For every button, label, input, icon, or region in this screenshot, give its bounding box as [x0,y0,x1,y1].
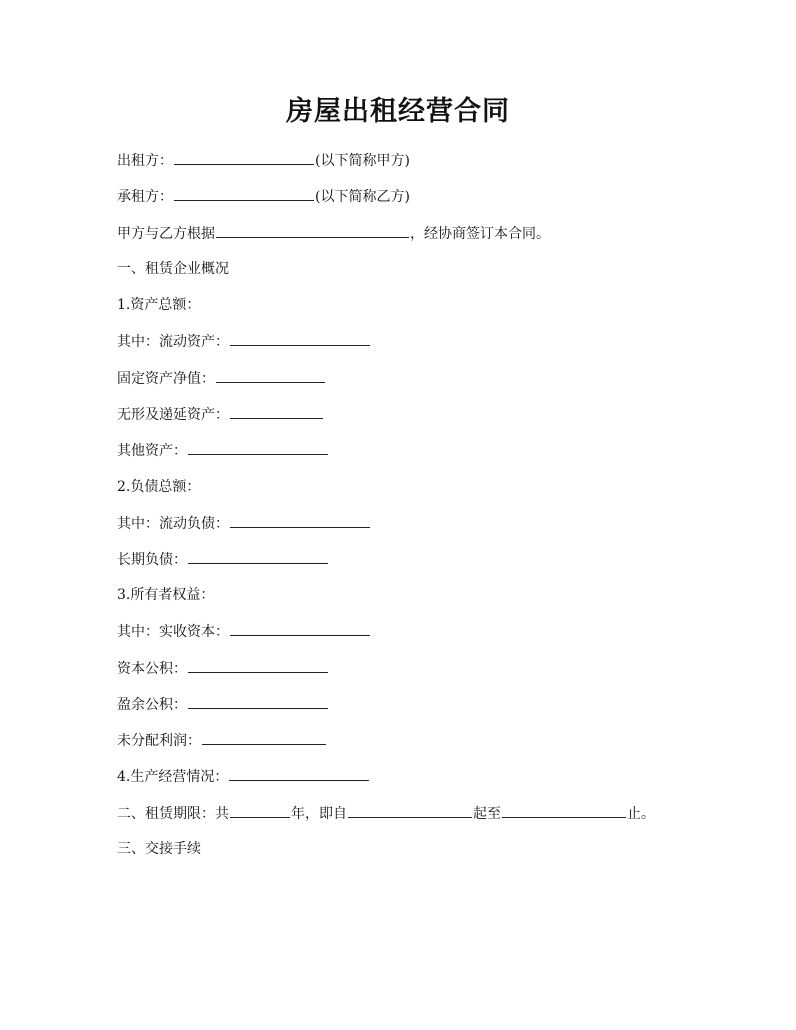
lease-term-end-text: 止。 [627,806,655,822]
lessor-line [117,149,410,171]
operations-line [117,765,370,787]
paid-in-capital-blank[interactable] [230,620,370,636]
lease-term-from-text: 起至 [473,806,501,822]
other-assets-blank[interactable] [188,439,328,455]
paid-in-capital-label: 其中：实收资本： [117,624,229,640]
lessor-suffix: (以下简称甲方) [315,153,410,169]
long-term-liabilities-label: 长期负债： [117,552,187,568]
fixed-assets-blank[interactable] [216,367,325,383]
capital-reserve-line [117,657,329,679]
undistributed-profit-label: 未分配利润： [117,733,201,749]
current-liabilities-line [117,512,371,534]
lessee-blank[interactable] [174,185,314,201]
lessor-label: 出租方： [117,153,173,169]
current-assets-label: 其中：流动资产： [117,334,229,350]
surplus-reserve-line [117,693,329,715]
intangible-assets-label: 无形及递延资产： [117,407,229,423]
intangible-assets-blank[interactable] [230,403,323,419]
lease-term-label: 二、租赁期限：共 [117,806,229,822]
capital-reserve-blank[interactable] [188,657,328,673]
lessee-line [117,185,410,207]
basis-line [117,222,550,244]
long-term-liabilities-line [117,548,329,570]
current-assets-blank[interactable] [230,330,370,346]
basis-suffix: ，经协商签订本合同。 [410,226,550,242]
lease-start-blank[interactable] [348,802,472,818]
current-assets-line [117,330,371,352]
lease-term-line [117,802,655,824]
current-liabilities-blank[interactable] [230,512,370,528]
assets-total-label: 1.资产总额： [117,297,201,313]
lessor-blank[interactable] [174,149,314,165]
lessee-suffix: (以下简称乙方) [315,189,410,205]
undistributed-profit-blank[interactable] [202,729,326,745]
owner-equity-label: 3.所有者权益： [117,587,215,603]
section-3-heading: 三、交接手续 [117,841,201,857]
liabilities-total-label: 2.负债总额： [117,479,201,495]
section-1-heading: 一、租赁企业概况 [117,261,229,277]
lease-term-years-text: 年，即自 [291,806,347,822]
basis-prefix: 甲方与乙方根据 [117,226,215,242]
basis-blank[interactable] [216,222,409,238]
other-assets-label: 其他资产： [117,443,187,459]
lessee-label: 承租方： [117,189,173,205]
surplus-reserve-label: 盈余公积： [117,697,187,713]
fixed-assets-label: 固定资产净值： [117,371,215,387]
long-term-liabilities-blank[interactable] [188,548,328,564]
other-assets-line [117,439,329,461]
surplus-reserve-blank[interactable] [188,693,328,709]
operations-label: 4.生产经营情况： [117,769,229,785]
undistributed-profit-line [117,729,327,751]
operations-blank[interactable] [229,765,369,781]
intangible-assets-line [117,403,324,425]
fixed-assets-line [117,367,326,389]
lease-years-blank[interactable] [230,802,290,818]
lease-end-blank[interactable] [502,802,626,818]
paid-in-capital-line [117,620,371,642]
capital-reserve-label: 资本公积： [117,661,187,677]
document-title: 房屋出租经营合同 [286,96,510,127]
current-liabilities-label: 其中：流动负债： [117,516,229,532]
